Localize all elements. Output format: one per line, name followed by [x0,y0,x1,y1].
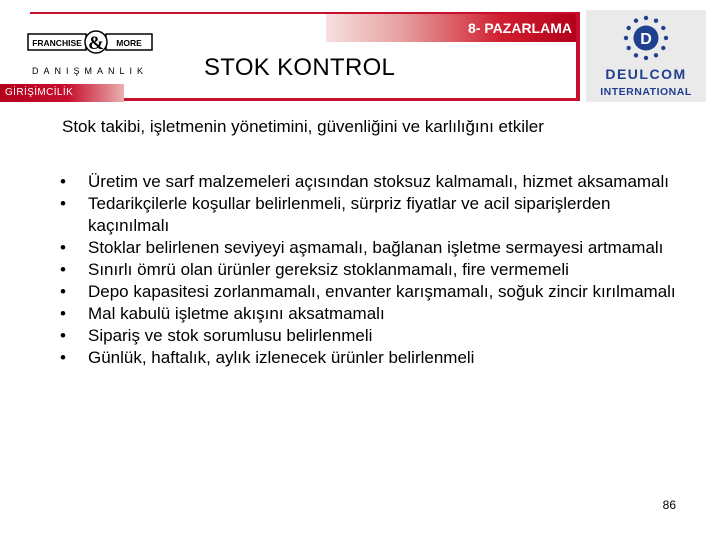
section-banner [326,14,578,42]
list-item [56,171,696,193]
logo-name-line1: DEULCOM [605,66,687,82]
category-tag-label: GİRİŞİMCİLİK [5,87,74,98]
logo-name-line2: INTERNATIONAL [600,86,692,98]
logo-tagline: DANIŞMANLIK [31,66,149,76]
list-item [56,193,696,237]
bullet-icon: • [60,194,66,213]
list-item-text: Sınırlı ömrü olan ürünler gereksiz stoklanmamalı, fire vermemeli [88,260,569,279]
bullet-icon: • [60,172,66,191]
list-item-text: Günlük, haftalık, aylık izlenecek ürünler belirlenmeli [88,348,475,367]
list-item-text: Tedarikçilerle koşullar belirlenmeli, sürpriz fiyatlar ve acil siparişlerden kaçınılmalı [88,194,611,235]
section-label: 8- PAZARLAMA [468,20,572,36]
logo-brand-left: FRANCHISE [32,38,82,48]
bullet-icon: • [60,238,66,257]
page-title: STOK KONTROL [204,54,396,81]
header-vertical-rule [576,14,580,100]
bullet-icon: • [60,326,66,345]
list-item-text: Mal kabulü işletme akışını aksatmamalı [88,304,385,323]
bullet-list [56,171,696,369]
list-item [56,303,696,325]
list-item [56,259,696,281]
bullet-icon: • [60,282,66,301]
bullet-icon: • [60,260,66,279]
list-item [56,281,696,303]
list-item [56,325,696,347]
page-number: 86 [662,498,676,512]
franchise-more-logo [24,26,160,82]
list-item-text: Üretim ve sarf malzemeleri açısından stoksuz kalmamalı, hizmet aksamamalı [88,172,670,191]
slide-subtitle: Stok takibi, işletmenin yönetimini, güvenliğini ve karlılığını etkiler [62,117,544,136]
category-tag [0,84,124,102]
list-item [56,347,696,369]
deulcom-logo [586,10,706,102]
bullet-icon: • [60,304,66,323]
bullet-icon: • [60,348,66,367]
list-item-text: Sipariş ve stok sorumlusu belirlenmeli [88,326,373,345]
logo-ampersand: & [88,33,104,54]
list-item [56,237,696,259]
list-item-text: Depo kapasitesi zorlanmamalı, envanter karışmamalı, soğuk zincir kırılmamalı [88,282,676,301]
list-item-text: Stoklar belirlenen seviyeyi aşmamalı, bağlanan işletme sermayesi artmamalı [88,238,664,257]
logo-brand-right: MORE [116,38,142,48]
emblem-letter: D [640,31,652,48]
